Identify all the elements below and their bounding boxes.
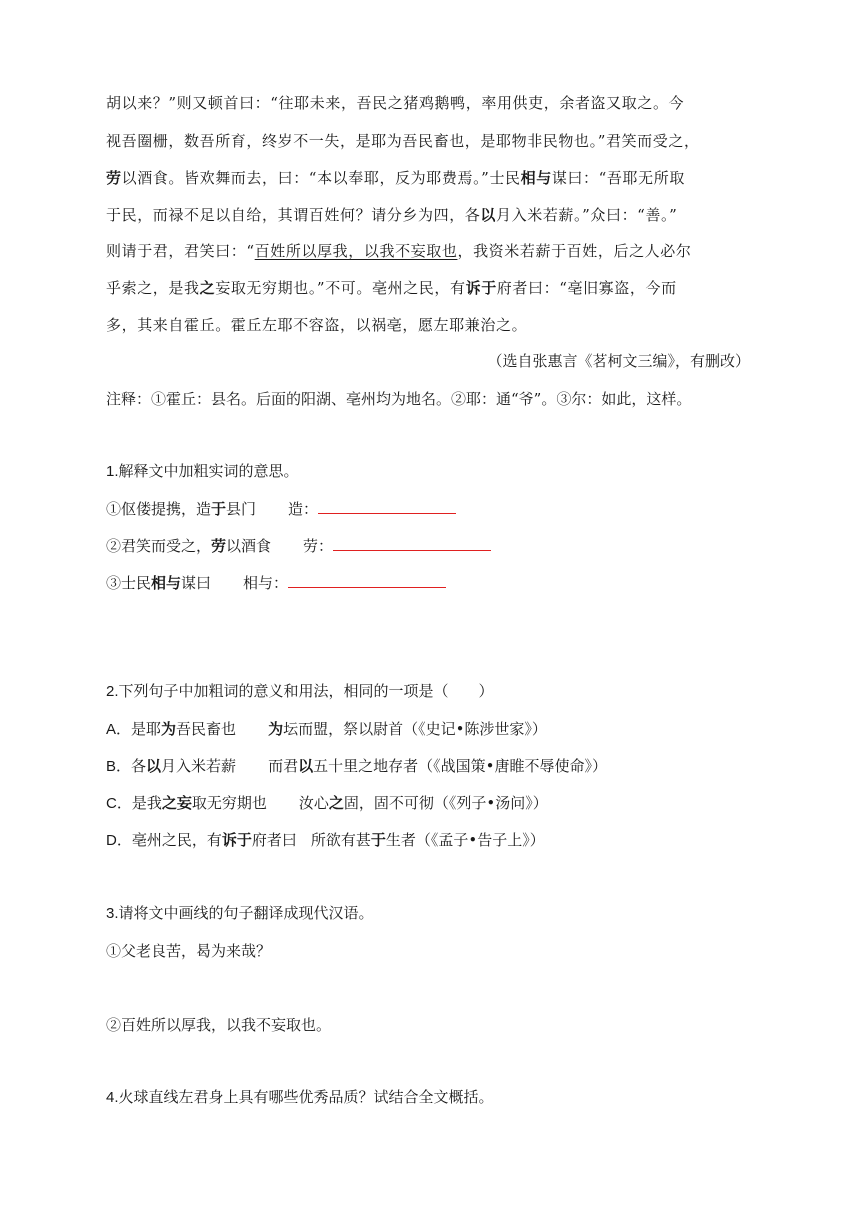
option-text: 是我	[131, 794, 162, 812]
passage-line	[106, 168, 756, 188]
option-text: 月入米若薪	[161, 757, 237, 775]
question-1-item	[106, 573, 446, 593]
option-letter: A．	[106, 721, 132, 738]
question-4-title: 4.火球直线左君身上具有哪些优秀品质？试结合全文概括。	[106, 1089, 494, 1106]
passage-text: 则请于君，君笑曰：“	[106, 242, 255, 260]
option-text: 坛而盟，祭以尉首（《史记•陈涉世家》）	[283, 720, 547, 738]
answer-blank[interactable]	[333, 536, 491, 551]
bold-word: 劳	[211, 537, 227, 555]
option-text: 取无穷期也	[191, 794, 267, 812]
option-text: 亳州之民，有	[131, 831, 222, 849]
bold-word: 劳	[106, 169, 122, 187]
item-text: ①伛偻提携，造	[106, 500, 212, 518]
option-letter: B．	[106, 758, 132, 775]
option-text: 而君	[268, 757, 299, 775]
item-label: 劳：	[303, 537, 334, 555]
item-text: 以酒食	[226, 537, 272, 555]
bold-word: 为	[161, 720, 177, 738]
question-3-title: 3.请将文中画线的句子翻译成现代汉语。	[106, 905, 374, 922]
passage-text: 乎索之，是我	[106, 279, 200, 297]
option-c[interactable]	[106, 793, 548, 814]
bold-word: 为	[268, 720, 284, 738]
bold-word: 诉于	[221, 831, 252, 849]
passage-line	[106, 93, 756, 113]
bold-word: 相与	[520, 169, 552, 187]
passage-text: 妄取无穷期也。”不可。亳州之民，有	[215, 279, 466, 297]
question-3-item: ②百姓所以厚我，以我不妄取也。	[106, 1016, 332, 1034]
passage-line	[106, 241, 756, 261]
passage-text: 以酒食。皆欢舞而去，曰：“本以奉耶，反为耶费焉。”士民	[121, 169, 521, 187]
passage-line	[106, 205, 756, 225]
passage-text: 谋曰：“吾耶无所取	[551, 169, 685, 187]
item-label: 相与：	[243, 574, 289, 592]
option-d[interactable]	[106, 830, 545, 851]
option-text: 吾民畜也	[176, 720, 237, 738]
bold-word: 于	[211, 500, 227, 518]
answer-blank[interactable]	[318, 499, 456, 514]
option-text: 五十里之地存者（《战国策•唐睢不辱使命》）	[313, 757, 607, 775]
question-2-title: 2.下列句子中加粗词的意义和用法，相同的一项是（ ）	[106, 683, 494, 700]
item-text: 县门	[226, 500, 257, 518]
bold-word: 以	[146, 757, 162, 775]
item-text: 谋曰	[181, 574, 212, 592]
passage-line	[106, 278, 756, 298]
passage-text: 视吾圈栅，数吾所育，终岁不一失，是耶为吾民畜也，是耶物非民物也。”君笑而受之，	[106, 132, 700, 150]
item-label: 造：	[288, 500, 319, 518]
underlined-sentence: 百姓所以厚我，以我不妄取也	[254, 242, 458, 260]
option-text: 各	[131, 757, 147, 775]
passage-line	[106, 131, 756, 151]
question-1-item	[106, 499, 456, 519]
item-text: ③士民	[106, 574, 152, 592]
passage-notes: 注释：①霍丘：县名。后面的阳湖、亳州均为地名。②耶：通“爷”。③尔：如此，这样。	[106, 390, 692, 408]
bold-word: 相与	[151, 574, 182, 592]
passage-text: 多，其来自霍丘。霍丘左耶不容盗，以祸亳，愿左耶兼治之。	[106, 316, 528, 334]
option-letter: C．	[106, 795, 132, 812]
passage-text: ，我资米若薪于百姓，后之人必尔	[457, 242, 692, 260]
passage-line	[106, 315, 756, 335]
passage-text: 胡以来？”则又顿首曰：“往耶未来，吾民之猪鸡鹅鸭，率用供吏，余者盗又取之。今	[106, 94, 685, 112]
bold-word: 以	[480, 206, 497, 224]
question-1-title: 1.解释文中加粗实词的意思。	[106, 463, 299, 480]
bold-word: 之妄	[161, 794, 192, 812]
passage-text: 于民，而禄不足以自给，其谓百姓何？请分乡为四，各	[106, 206, 481, 224]
bold-word: 之	[199, 279, 216, 297]
option-text: 生者（《孟子•告子上》）	[385, 831, 545, 849]
option-text: 是耶	[131, 720, 162, 738]
option-text: 府者曰	[251, 831, 297, 849]
passage-text: 府者曰：“亳旧寡盗，今而	[496, 279, 677, 297]
passage-source: （选自张惠言《茗柯文三编》，有删改）	[487, 352, 750, 370]
option-b[interactable]	[106, 756, 607, 777]
option-a[interactable]	[106, 719, 547, 740]
question-3-item: ①父老良苦，曷为来哉？	[106, 942, 272, 960]
bold-word: 诉于	[465, 279, 497, 297]
bold-word: 之	[328, 794, 344, 812]
option-letter: D．	[106, 832, 132, 849]
bold-word: 以	[298, 757, 314, 775]
option-text: 汝心	[298, 794, 329, 812]
option-text: 固，固不可彻（《列子•汤问》）	[343, 794, 548, 812]
bold-word: 于	[370, 831, 386, 849]
question-1-item	[106, 536, 491, 556]
item-text: ②君笑而受之，	[106, 537, 212, 555]
passage-text: 月入米若薪。”众曰：“善。”	[496, 206, 678, 224]
option-text: 所欲有甚	[310, 831, 371, 849]
answer-blank[interactable]	[288, 573, 446, 588]
